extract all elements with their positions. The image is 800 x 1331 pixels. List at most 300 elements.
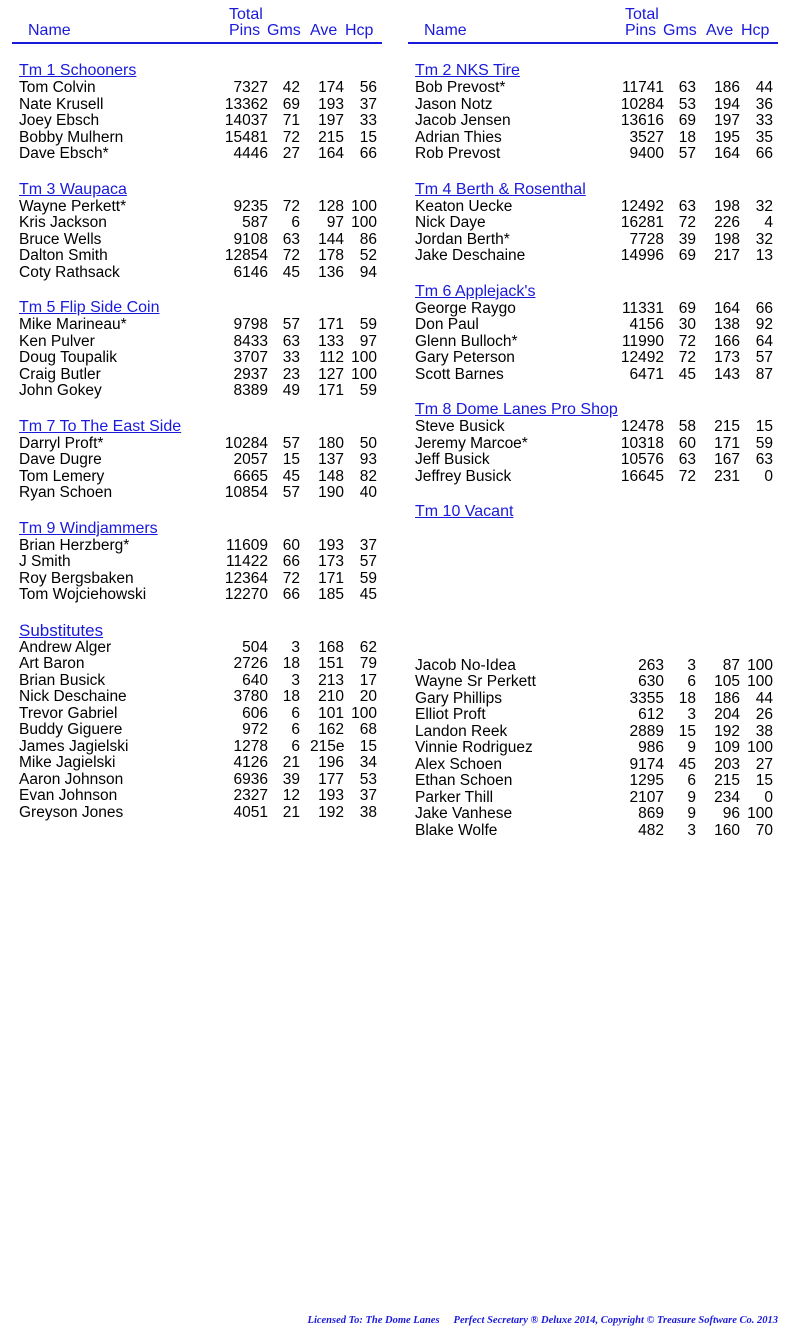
player-handicap: 34 xyxy=(359,754,377,771)
player-row xyxy=(408,301,778,318)
player-pins: 10854 xyxy=(224,484,268,501)
player-name: Nick Deschaine xyxy=(19,688,127,705)
player-handicap: 70 xyxy=(755,821,773,839)
player-row xyxy=(408,436,778,453)
player-average: 136 xyxy=(318,263,344,281)
player-average: 167 xyxy=(714,451,740,468)
player-handicap: 33 xyxy=(359,112,377,129)
team-block xyxy=(12,62,382,163)
player-handicap: 100 xyxy=(351,197,377,215)
player-games: 72 xyxy=(282,569,300,587)
header-hcp: Hcp xyxy=(741,22,770,39)
team-block xyxy=(408,503,778,521)
player-games: 45 xyxy=(678,755,696,773)
player-games: 9 xyxy=(687,805,696,822)
team-title-link[interactable]: Tm 8 Dome Lanes Pro Shop xyxy=(415,401,618,418)
player-pins: 6936 xyxy=(233,770,268,788)
player-name: Vinnie Rodriguez xyxy=(415,739,533,756)
player-average: 190 xyxy=(318,484,344,501)
player-row xyxy=(12,367,382,384)
team-title-link[interactable]: Tm 2 NKS Tire xyxy=(415,62,520,79)
team-block xyxy=(12,299,382,400)
player-row xyxy=(408,469,778,486)
player-name: Evan Johnson xyxy=(19,787,118,804)
player-name: Adrian Thies xyxy=(415,128,502,146)
player-row xyxy=(12,656,382,673)
player-games: 18 xyxy=(678,689,696,707)
player-games: 3 xyxy=(291,638,300,656)
player-average: 178 xyxy=(318,247,344,264)
player-row xyxy=(12,265,382,282)
player-average: 213 xyxy=(318,671,344,689)
team-title-link[interactable]: Tm 10 Vacant xyxy=(415,503,514,520)
player-average: 101 xyxy=(318,704,344,722)
player-pins: 630 xyxy=(638,673,664,690)
player-name: Wayne Perkett* xyxy=(19,197,127,215)
player-average: 193 xyxy=(318,787,344,804)
player-handicap: 97 xyxy=(359,332,377,350)
player-average: 197 xyxy=(318,112,344,129)
team-title-link[interactable]: Tm 3 Waupaca xyxy=(19,180,127,198)
player-pins: 12270 xyxy=(224,586,268,603)
player-handicap: 32 xyxy=(755,230,773,248)
player-handicap: 100 xyxy=(747,805,773,822)
player-average: 128 xyxy=(318,197,344,215)
player-name: Steve Busick xyxy=(415,418,505,435)
team-title-link[interactable]: Tm 4 Berth & Rosenthal xyxy=(415,180,586,198)
player-pins: 2889 xyxy=(629,722,664,740)
player-row xyxy=(12,383,382,400)
player-games: 63 xyxy=(678,451,696,468)
player-name: Roy Bergsbaken xyxy=(19,569,134,587)
player-games: 57 xyxy=(282,316,300,333)
player-name: Jake Deschaine xyxy=(415,247,526,264)
player-name: Jacob No-Idea xyxy=(415,656,516,674)
player-handicap: 93 xyxy=(359,451,377,468)
player-pins: 11741 xyxy=(622,79,664,96)
player-games: 63 xyxy=(678,79,696,96)
footer-licensed: Licensed To: The Dome Lanes xyxy=(307,1315,440,1326)
player-row xyxy=(408,674,778,691)
player-pins: 587 xyxy=(242,214,268,231)
player-row xyxy=(408,790,778,807)
player-row xyxy=(408,317,778,334)
player-average: 215e xyxy=(310,737,345,755)
player-name: George Raygo xyxy=(415,299,516,317)
player-average: 192 xyxy=(714,722,740,740)
player-games: 6 xyxy=(291,214,300,231)
player-name: Gary Phillips xyxy=(415,689,502,707)
team-block xyxy=(408,181,778,265)
player-name: Tom Wojciehowski xyxy=(19,586,147,603)
player-name: Scott Barnes xyxy=(415,365,504,383)
team-title-link[interactable]: Tm 5 Flip Side Coin xyxy=(19,299,160,316)
player-row xyxy=(12,640,382,657)
player-average: 186 xyxy=(714,689,740,707)
player-handicap: 44 xyxy=(755,79,773,96)
left-column xyxy=(12,0,382,821)
player-name: James Jagielski xyxy=(19,737,129,755)
player-row xyxy=(12,452,382,469)
player-games: 69 xyxy=(678,112,696,129)
player-name: J Smith xyxy=(19,553,71,570)
player-name: Landon Reek xyxy=(415,722,508,740)
player-pins: 4446 xyxy=(233,145,268,162)
player-games: 30 xyxy=(678,316,696,333)
player-row xyxy=(408,113,778,130)
player-average: 192 xyxy=(318,803,344,821)
player-row xyxy=(408,658,778,675)
player-average: 217 xyxy=(714,247,740,264)
player-handicap: 37 xyxy=(359,95,377,113)
player-name: Andrew Alger xyxy=(19,638,112,656)
player-name: Ethan Schoen xyxy=(415,772,513,789)
player-name: Craig Butler xyxy=(19,365,101,383)
player-pins: 4156 xyxy=(629,316,664,333)
player-handicap: 57 xyxy=(755,349,773,366)
player-row xyxy=(408,691,778,708)
player-handicap: 59 xyxy=(755,434,773,452)
player-name: Greyson Jones xyxy=(19,803,124,821)
player-name: Ken Pulver xyxy=(19,332,95,350)
player-games: 6 xyxy=(291,721,300,738)
player-handicap: 32 xyxy=(755,197,773,215)
player-name: Buddy Giguere xyxy=(19,721,123,738)
player-name: Bobby Mulhern xyxy=(19,128,124,146)
player-row xyxy=(12,334,382,351)
player-average: 193 xyxy=(318,536,344,554)
player-handicap: 38 xyxy=(359,803,377,821)
header-ave: Ave xyxy=(310,22,338,39)
player-average: 168 xyxy=(318,638,344,656)
player-row xyxy=(12,350,382,367)
player-average: 160 xyxy=(714,821,740,839)
player-name: Art Baron xyxy=(19,655,85,672)
player-pins: 10284 xyxy=(620,95,664,113)
player-name: Jordan Berth* xyxy=(415,230,510,248)
player-pins: 13362 xyxy=(224,95,268,113)
player-games: 3 xyxy=(687,821,696,839)
player-row xyxy=(12,755,382,772)
player-name: Alex Schoen xyxy=(415,755,503,773)
player-handicap: 100 xyxy=(351,365,377,383)
substitutes-title-link[interactable]: Substitutes xyxy=(19,620,104,640)
player-row xyxy=(408,130,778,147)
player-name: Kris Jackson xyxy=(19,214,107,231)
player-name: Dalton Smith xyxy=(19,247,108,264)
player-name: Blake Wolfe xyxy=(415,821,498,839)
player-pins: 10318 xyxy=(620,434,664,452)
player-handicap: 15 xyxy=(755,418,773,435)
player-average: 133 xyxy=(318,332,344,350)
player-pins: 7728 xyxy=(629,230,664,248)
player-games: 18 xyxy=(678,128,696,146)
player-handicap: 17 xyxy=(359,671,377,689)
team-title-link[interactable]: Tm 6 Applejack's xyxy=(415,282,536,300)
player-average: 164 xyxy=(714,145,740,162)
player-average: 215 xyxy=(714,772,740,789)
player-games: 39 xyxy=(282,770,300,788)
player-pins: 16281 xyxy=(620,214,664,231)
substitutes-title-spacer xyxy=(408,640,778,658)
player-name: Doug Toupalik xyxy=(19,349,117,366)
player-average: 151 xyxy=(318,655,344,672)
player-average: 164 xyxy=(714,299,740,317)
player-games: 49 xyxy=(282,382,300,399)
player-row xyxy=(12,554,382,571)
player-pins: 12492 xyxy=(620,349,664,366)
player-handicap: 100 xyxy=(351,214,377,231)
player-games: 71 xyxy=(282,112,300,129)
header-ave: Ave xyxy=(706,22,734,39)
player-name: Rob Prevost xyxy=(415,145,501,162)
player-handicap: 0 xyxy=(764,467,773,485)
player-row xyxy=(12,215,382,232)
player-row xyxy=(12,130,382,147)
player-handicap: 59 xyxy=(359,569,377,587)
player-pins: 4051 xyxy=(233,803,268,821)
left-team-list xyxy=(12,62,382,821)
player-pins: 10284 xyxy=(224,434,268,452)
player-name: Aaron Johnson xyxy=(19,770,124,788)
player-handicap: 64 xyxy=(755,332,773,350)
player-average: 97 xyxy=(326,214,344,231)
player-games: 58 xyxy=(678,418,696,435)
player-name: Dave Ebsch* xyxy=(19,145,109,162)
player-handicap: 44 xyxy=(755,689,773,707)
player-pins: 16645 xyxy=(620,467,664,485)
player-games: 42 xyxy=(282,79,300,96)
player-average: 96 xyxy=(722,805,740,822)
player-games: 3 xyxy=(687,656,696,674)
player-pins: 3355 xyxy=(629,689,664,707)
player-pins: 2107 xyxy=(629,788,664,806)
player-name: Gary Peterson xyxy=(415,349,515,366)
player-pins: 3527 xyxy=(629,128,664,146)
player-pins: 612 xyxy=(638,706,664,723)
player-handicap: 100 xyxy=(351,349,377,366)
player-average: 180 xyxy=(318,434,344,452)
player-name: Dave Dugre xyxy=(19,451,102,468)
player-pins: 9798 xyxy=(233,316,268,333)
player-average: 143 xyxy=(714,365,740,383)
player-handicap: 52 xyxy=(359,247,377,264)
player-handicap: 66 xyxy=(359,145,377,162)
player-row xyxy=(408,199,778,216)
player-games: 6 xyxy=(291,737,300,755)
player-name: Brian Busick xyxy=(19,671,106,689)
player-row xyxy=(12,805,382,822)
player-name: Jeffrey Busick xyxy=(415,467,512,485)
player-games: 72 xyxy=(678,332,696,350)
player-name: Parker Thill xyxy=(415,788,494,806)
player-pins: 6146 xyxy=(233,263,268,281)
player-pins: 11609 xyxy=(226,536,268,554)
player-average: 203 xyxy=(714,755,740,773)
substitutes-block-continued xyxy=(408,640,778,840)
team-block xyxy=(12,418,382,502)
header-pins: Pins xyxy=(625,22,657,39)
player-games: 6 xyxy=(687,772,696,789)
player-average: 127 xyxy=(318,365,344,383)
player-row xyxy=(12,772,382,789)
player-row xyxy=(408,419,778,436)
player-average: 215 xyxy=(714,418,740,435)
player-pins: 10576 xyxy=(620,451,664,468)
player-games: 69 xyxy=(282,95,300,113)
player-handicap: 36 xyxy=(755,95,773,113)
player-handicap: 87 xyxy=(755,365,773,383)
player-row xyxy=(12,80,382,97)
player-handicap: 50 xyxy=(359,434,377,452)
player-row xyxy=(12,317,382,334)
player-row xyxy=(12,788,382,805)
player-games: 69 xyxy=(678,247,696,264)
player-name: Elliot Proft xyxy=(415,706,486,723)
player-row xyxy=(12,146,382,163)
player-row xyxy=(12,485,382,502)
player-games: 9 xyxy=(687,739,696,756)
player-games: 6 xyxy=(687,673,696,690)
player-average: 193 xyxy=(318,95,344,113)
player-average: 194 xyxy=(714,95,740,113)
player-pins: 972 xyxy=(242,721,268,738)
player-name: Nick Daye xyxy=(415,214,486,231)
player-handicap: 38 xyxy=(755,722,773,740)
player-pins: 14037 xyxy=(224,112,268,129)
player-handicap: 59 xyxy=(359,316,377,333)
team-title-link[interactable]: Tm 7 To The East Side xyxy=(19,417,182,435)
player-pins: 9400 xyxy=(629,145,664,162)
team-block xyxy=(408,62,778,163)
player-pins: 869 xyxy=(638,805,664,822)
player-row xyxy=(12,739,382,756)
player-average: 112 xyxy=(319,349,344,366)
player-average: 234 xyxy=(714,788,740,806)
player-average: 87 xyxy=(722,656,740,674)
player-row xyxy=(12,469,382,486)
player-average: 173 xyxy=(318,553,344,570)
player-pins: 1278 xyxy=(233,737,268,755)
right-column xyxy=(408,0,778,839)
player-row xyxy=(408,806,778,823)
player-games: 57 xyxy=(282,484,300,501)
player-average: 171 xyxy=(714,434,740,452)
player-games: 53 xyxy=(678,95,696,113)
player-row xyxy=(12,538,382,555)
header-hcp: Hcp xyxy=(345,22,374,39)
player-pins: 11422 xyxy=(226,553,268,570)
player-row xyxy=(12,199,382,216)
player-handicap: 100 xyxy=(747,673,773,690)
player-games: 72 xyxy=(282,128,300,146)
player-row xyxy=(408,215,778,232)
player-average: 164 xyxy=(318,145,344,162)
player-average: 109 xyxy=(714,739,740,756)
team-block xyxy=(12,520,382,604)
player-row xyxy=(12,571,382,588)
player-handicap: 100 xyxy=(747,739,773,756)
player-name: Jason Notz xyxy=(415,95,493,113)
player-average: 215 xyxy=(318,128,344,146)
column-header xyxy=(12,0,382,44)
player-handicap: 59 xyxy=(359,382,377,399)
player-games: 57 xyxy=(282,434,300,452)
player-games: 21 xyxy=(282,754,300,771)
player-pins: 606 xyxy=(242,704,268,722)
player-row xyxy=(12,706,382,723)
player-pins: 640 xyxy=(242,671,268,689)
player-row xyxy=(12,248,382,265)
player-handicap: 100 xyxy=(351,704,377,722)
player-name: Mike Marineau* xyxy=(19,316,127,333)
player-average: 186 xyxy=(714,79,740,96)
player-name: Joey Ebsch xyxy=(19,112,100,129)
player-average: 210 xyxy=(318,688,344,705)
header-gms: Gms xyxy=(267,22,301,39)
player-games: 63 xyxy=(678,197,696,215)
player-games: 63 xyxy=(282,230,300,248)
player-average: 231 xyxy=(714,467,740,485)
header-name: Name xyxy=(28,22,71,39)
player-row xyxy=(12,232,382,249)
player-name: Darryl Proft* xyxy=(19,434,104,452)
player-row xyxy=(12,436,382,453)
player-handicap: 33 xyxy=(755,112,773,129)
player-average: 195 xyxy=(714,128,740,146)
player-pins: 7327 xyxy=(233,79,268,96)
player-average: 198 xyxy=(714,230,740,248)
team-title-link[interactable]: Tm 1 Schooners xyxy=(19,62,137,79)
player-games: 63 xyxy=(282,332,300,350)
player-pins: 1295 xyxy=(629,772,664,789)
player-pins: 6665 xyxy=(233,467,268,485)
player-row xyxy=(408,350,778,367)
player-average: 174 xyxy=(318,79,344,96)
player-name: Tom Lemery xyxy=(19,467,105,485)
player-name: Ryan Schoen xyxy=(19,484,113,501)
footer-copyright: Perfect Secretary ® Deluxe 2014, Copyright © Treasure Software Co. 2013 xyxy=(453,1315,778,1326)
player-handicap: 92 xyxy=(755,316,773,333)
player-games: 18 xyxy=(282,655,300,672)
player-average: 171 xyxy=(318,382,344,399)
player-row xyxy=(408,707,778,724)
player-handicap: 37 xyxy=(359,536,377,554)
player-average: 162 xyxy=(318,721,344,738)
player-name: John Gokey xyxy=(19,382,102,399)
player-games: 6 xyxy=(291,704,300,722)
player-pins: 15481 xyxy=(224,128,268,146)
player-row xyxy=(408,452,778,469)
player-pins: 263 xyxy=(638,656,664,674)
player-average: 148 xyxy=(318,467,344,485)
player-handicap: 56 xyxy=(359,79,377,96)
player-pins: 3707 xyxy=(233,349,268,366)
player-average: 196 xyxy=(318,754,344,771)
team-title-link[interactable]: Tm 9 Windjammers xyxy=(19,519,158,537)
player-handicap: 37 xyxy=(359,787,377,804)
player-pins: 4126 xyxy=(233,754,268,771)
column-header xyxy=(408,0,778,44)
player-row xyxy=(12,97,382,114)
player-name: Nate Krusell xyxy=(19,95,104,113)
player-pins: 12854 xyxy=(224,247,268,264)
player-handicap: 94 xyxy=(359,263,377,281)
player-pins: 12478 xyxy=(620,418,664,435)
player-games: 27 xyxy=(282,145,300,162)
player-average: 198 xyxy=(714,197,740,215)
player-row xyxy=(408,97,778,114)
